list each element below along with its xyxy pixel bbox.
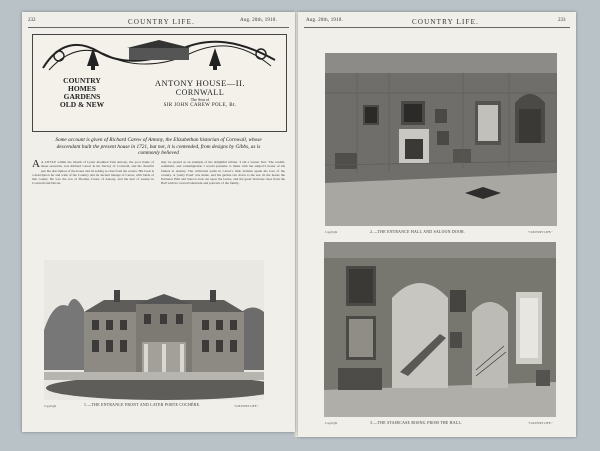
staircase-illustration [324, 242, 556, 417]
header-rule-right [304, 27, 570, 28]
running-title-left: COUNTRY LIFE. [128, 18, 196, 26]
photo-3-caption: 3.—THE STAIRCASE RISING FROM THE HALL. [370, 421, 463, 425]
standfirst: Some account is given of Richard Carew of Antony, the Elizabethan historian of Cornwall, whose descendant built the present house in 1721, but not, it is contended, from designs by Gibbs, as is commonly believed [55, 137, 262, 157]
drop-cap: A [32, 160, 40, 170]
photo-1-caption: 1.—THE ENTRANCE FRONT AND LATER PORTE COCHÈRE. [84, 403, 201, 407]
photo-1-copyright: Copyright [44, 404, 57, 408]
photo-staircase [324, 242, 556, 417]
photo-2-credit: "COUNTRY LIFE." [528, 230, 553, 234]
photo-entrance-front [44, 260, 264, 400]
article-seat-of: The Seat of [190, 97, 210, 102]
body-column-1-text: A LITTLE within the mouth of Lyner mouthed Tam Antony, the poor home of those seawards, was Richard Carew in his Survey of Cornwall, and his cheerful pen the description of the house and its setting as rises from the waters. His book is a description far and wide of the Country and its ancient lineage of Carew, with lands of that county. He was the son of Thomas Carew of Antony, and the heir of estates in Cornwall and Devon. [32, 160, 154, 186]
header-rule-left [28, 27, 289, 28]
left-page [22, 12, 295, 432]
right-page [298, 12, 576, 437]
body-column-2: may be quoted as an example of his delightful tribute. 'I am a Lesser Star.' The wealth, sentiment, and contemplation I would presume to make with the subject's house of his fathers at Antony. The cultivated paths in Carew's little domain speak his love of the country. A 'pretty Pond' was made, and his garden ran down to the sea. In the house the Entrance Hall and Saloon look out upon the lawns, and the great Staircase rises from the Hall with its carved balustrade and portraits of the family. [161, 160, 285, 186]
issue-date-left: Aug. 20th, 1910. [240, 18, 277, 23]
page-number-right: 233 [558, 18, 566, 23]
article-title: ANTONY HOUSE—II. [154, 78, 246, 88]
article-owner: SIR JOHN CAREW POLE, Bt. [163, 103, 237, 108]
photo-1-credit: "COUNTRY LIFE." [234, 404, 259, 408]
photo-3-credit: "COUNTRY LIFE." [528, 421, 553, 425]
series-line-3: GARDENS [63, 92, 101, 101]
entrance-hall-illustration [325, 53, 557, 226]
series-line-2: HOMES [68, 84, 96, 93]
issue-date-right: Aug. 20th, 1910. [306, 18, 343, 23]
article-banner [32, 34, 287, 132]
ornamental-scroll-illustration [39, 38, 279, 72]
photo-2-caption: 2.—THE ENTRANCE HALL AND SALOON DOOR. [370, 230, 466, 234]
photo-2-copyright: Copyright [325, 230, 338, 234]
series-line-1: COUNTRY [63, 76, 101, 85]
series-title [43, 77, 121, 129]
article-heading [125, 79, 275, 127]
photo-3-copyright: Copyright [325, 421, 338, 425]
photo-entrance-hall [325, 53, 557, 226]
running-title-right: COUNTRY LIFE. [412, 18, 480, 26]
entrance-front-illustration [44, 260, 264, 400]
body-column-1 [32, 160, 154, 256]
series-line-4: OLD & NEW [59, 100, 105, 109]
article-county: CORNWALL [175, 88, 225, 97]
page-number-left: 232 [28, 18, 36, 23]
